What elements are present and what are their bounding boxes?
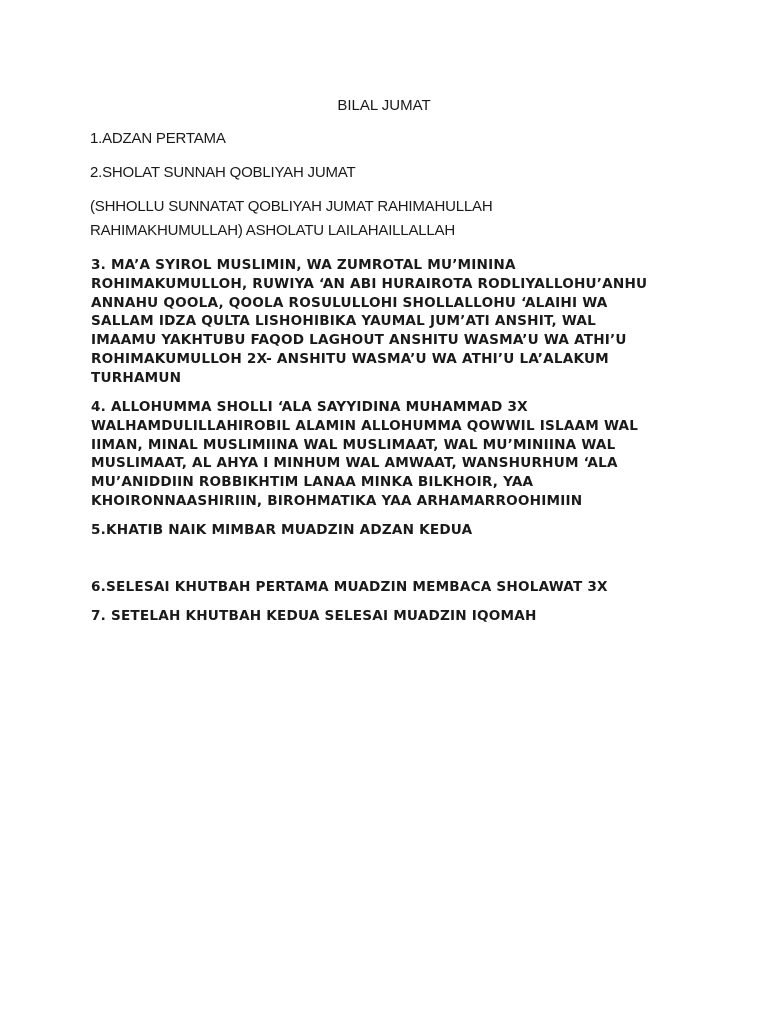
item-4-line: KHOIRONNAASHIRIIN, BIROHMATIKA YAA ARHAMARROOHIMIIN — [91, 492, 583, 509]
item-4-paragraph — [91, 398, 691, 511]
item-3-line: TURHAMUN — [91, 369, 182, 386]
item-4-line: 4. ALLOHUMMA SHOLLI ‘ALA SAYYIDINA MUHAMMAD 3X — [91, 399, 528, 415]
item-3-line: ANNAHU QOOLA, QOOLA ROSULULLOHI SHOLLALLOHU ‘ALAIHI WA — [91, 294, 608, 311]
item-3-line: ROHIMAKUMULLOH 2X- ANSHITU WASMA’U WA ATHI’U LA’ALAKUM — [91, 350, 609, 367]
item-note-line-1: (SHHOLLU SUNNATAT QOBLIYAH JUMAT RAHIMAHULLAH — [90, 198, 493, 215]
item-6-selesai-khutbah-pertama: 6.SELESAI KHUTBAH PERTAMA MUADZIN MEMBACA SHOLAWAT 3X — [91, 579, 608, 595]
item-4-line: IIMAN, MINAL MUSLIMIINA WAL MUSLIMAAT, WAL MU’MINIINA WAL — [91, 436, 616, 453]
item-3-line: IMAAMU YAKHTUBU FAQOD LAGHOUT ANSHITU WASMA’U WA ATHI’U — [91, 332, 627, 349]
item-3-paragraph — [91, 256, 691, 388]
item-adzan-pertama: 1.ADZAN PERTAMA — [90, 130, 226, 147]
item-4-line: MUSLIMAAT, AL AHYA I MINHUM WAL AMWAAT, WANSHURHUM ‘ALA — [91, 455, 618, 472]
item-3-line: SALLAM IDZA QULTA LISHOHIBIKA YAUMAL JUM’ATI ANSHIT, WAL — [91, 313, 596, 330]
item-5-khatib-naik-mimbar: 5.KHATIB NAIK MIMBAR MUADZIN ADZAN KEDUA — [91, 522, 473, 538]
item-sholat-sunnah: 2.SHOLAT SUNNAH QOBLIYAH JUMAT — [90, 164, 356, 181]
item-4-line: MU’ANIDDIIN ROBBIKHTIM LANAA MINKA BILKHOIR, YAA — [91, 474, 534, 491]
item-note-line-2: RAHIMAKHUMULLAH) ASHOLATU LAILAHAILLALLAH — [90, 222, 455, 239]
item-4-line: WALHAMDULILLAHIROBIL ALAMIN ALLOHUMMA QOWWIL ISLAAM WAL — [91, 417, 639, 434]
item-3-line: ROHIMAKUMULLOH, RUWIYA ‘AN ABI HURAIROTA RODLIYALLOHU’ANHU — [91, 275, 648, 292]
item-3-line: 3. MA’A SYIROL MUSLIMIN, WA ZUMROTAL MU’MININA — [91, 257, 516, 273]
item-7-iqomah: 7. SETELAH KHUTBAH KEDUA SELESAI MUADZIN IQOMAH — [91, 608, 537, 624]
document-title: BILAL JUMAT — [337, 97, 431, 114]
